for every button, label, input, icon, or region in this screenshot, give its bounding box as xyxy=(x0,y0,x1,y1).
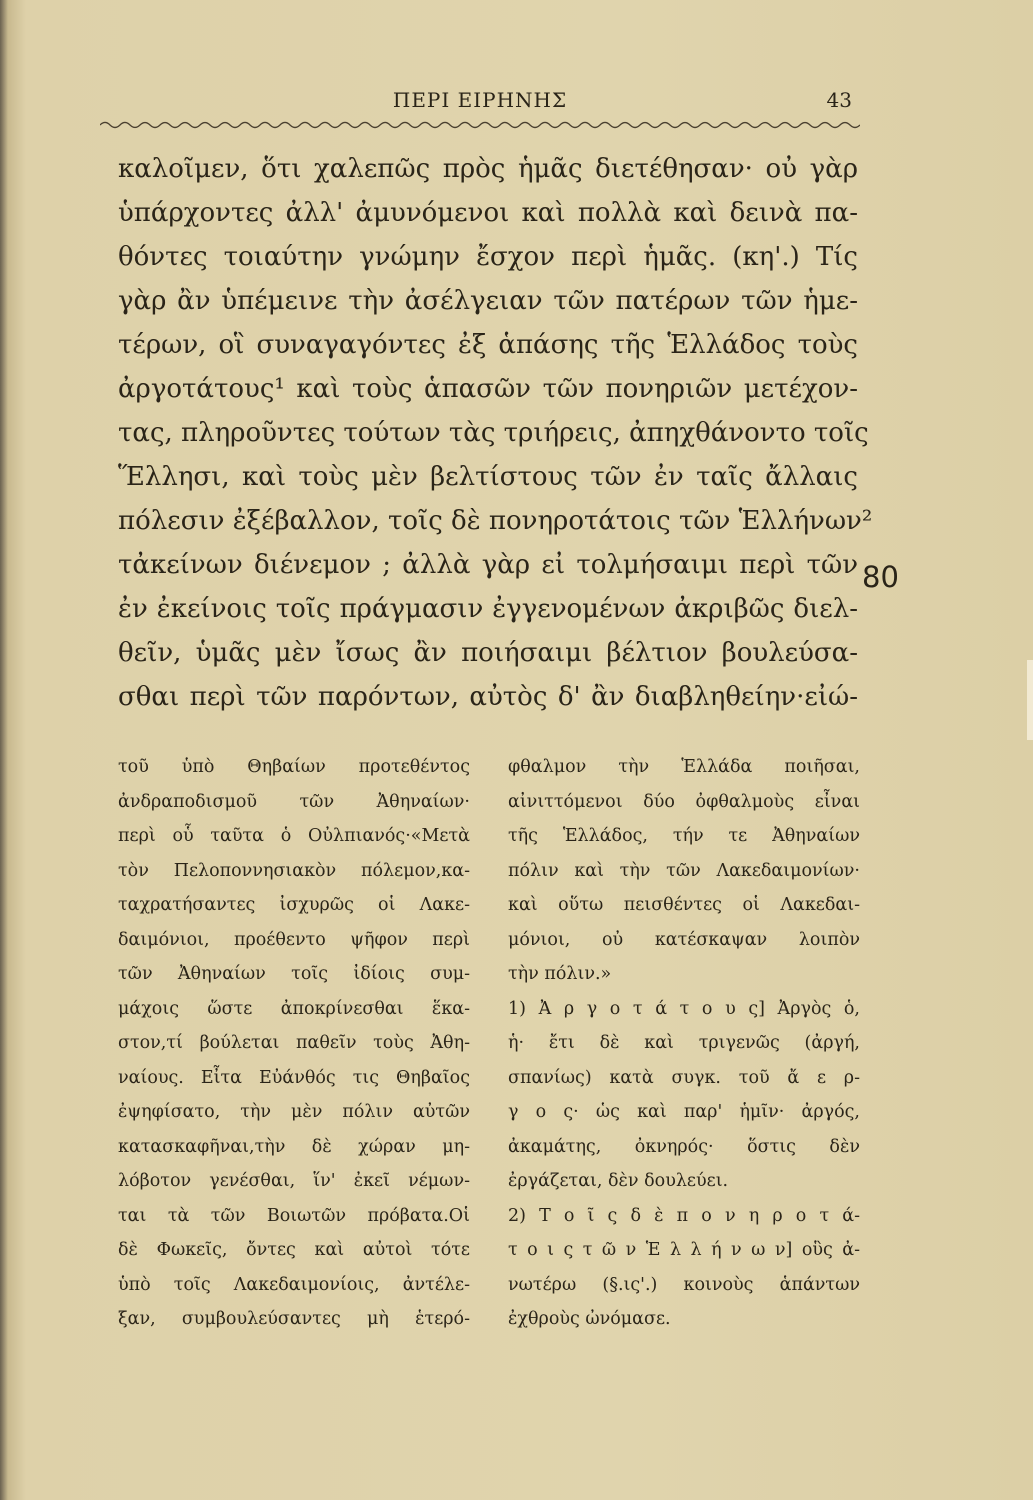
main-line: ὑπάρχοντες ἀλλ' ἀμυνόμενοι καὶ πολλὰ καὶ δεινὰ πα- xyxy=(118,198,858,228)
note-line: ἐψηφίσατο, τὴν μὲν πόλιν αὐτῶν xyxy=(118,1102,470,1122)
note-line: νωτέρω (§.ις'.) κοινοὺς ἁπάντων xyxy=(508,1274,860,1295)
main-line: τέρων, οἳ συναγαγόντες ἐξ ἁπάσης τῆς Ἑλλάδος τοὺς xyxy=(118,330,858,360)
main-line: ἐν ἐκείνοις τοῖς πράγμασιν ἐγγενομένων ἀκριβῶς διελ- xyxy=(118,594,858,624)
footnotes-right-column xyxy=(508,750,860,1337)
note-line: ξαν, συμβουλεύσαντες μὴ ἑτερό- xyxy=(118,1309,470,1329)
note-line: πόλιν καὶ τὴν τῶν Λακεδαιμονίων· xyxy=(508,860,860,881)
note-line: ἡ· ἔτι δὲ καὶ τριγενῶς (ἀργή, xyxy=(508,1033,860,1053)
note-line: ἐχθροὺς ὠνόμασε. xyxy=(508,1309,671,1329)
note-line: τῆς Ἑλλάδος, τήν τε Ἀθηναίων xyxy=(508,826,860,846)
note-line: ναίους. Εἶτα Εὐάνθός τις Θηβαῖος xyxy=(118,1067,470,1088)
footnotes-left-column xyxy=(118,750,470,1337)
note-line: κατασκαφῆναι,τὴν δὲ χώραν μη- xyxy=(118,1136,470,1157)
main-line: ἀργοτάτους¹ καὶ τοὺς ἁπασῶν τῶν πονηριῶν μετέχον- xyxy=(118,374,858,404)
note-line: τὸν Πελοποννησιακὸν πόλεμον,κα- xyxy=(118,860,470,881)
header-title: ΠΕΡΙ ΕΙΡΗΝΗΣ xyxy=(392,88,568,112)
note-line: 2) Τ ο ῖ ς δ ὲ π ο ν η ρ ο τ ά- xyxy=(508,1205,860,1226)
main-line: γὰρ ἂν ὑπέμεινε τὴν ἀσέλγειαν τῶν πατέρων τῶν ἡμε- xyxy=(118,286,858,316)
note-line: φθαλμον τὴν Ἑλλάδα ποιῆσαι, xyxy=(508,757,860,777)
note-line: γ ο ς· ὡς καὶ παρ' ἡμῖν· ἀργός, xyxy=(508,1102,860,1122)
note-line: δαιμόνιοι, προέθεντο ψῆφον περὶ xyxy=(118,929,470,950)
note-line: στον,τί βούλεται παθεῖν τοὺς Ἀθη- xyxy=(118,1033,470,1053)
running-header xyxy=(100,86,860,116)
note-line: ται τὰ τῶν Βοιωτῶν πρόβατα.Οἱ xyxy=(118,1205,470,1226)
page-edge-tear xyxy=(1027,660,1033,740)
note-line: περὶ οὗ ταῦτα ὁ Οὐλπιανός·«Μετὰ xyxy=(118,826,470,846)
note-line: ἀνδραποδισμοῦ τῶν Ἀθηναίων· xyxy=(118,791,470,812)
note-line: ἀκαμάτης, ὀκνηρός· ὅστις δὲν xyxy=(508,1136,860,1157)
footnotes xyxy=(118,750,860,1337)
main-line: τἀκείνων διένεμον ; ἀλλὰ γὰρ εἰ τολμήσαιμι περὶ τῶν xyxy=(118,550,858,580)
note-line: 1) Ἀ ρ γ ο τ ά τ ο υ ς] Ἀργὸς ὁ, xyxy=(508,998,860,1019)
margin-line-number: 80 xyxy=(862,560,899,594)
main-line: σθαι περὶ τῶν παρόντων, αὐτὸς δ' ἂν διαβληθείην·εἰώ- xyxy=(118,682,858,712)
note-line: τ ο ι ς τ ῶ ν Ἑ λ λ ή ν ω ν] οὓς ἀ- xyxy=(508,1240,860,1260)
note-line: μάχοις ὥστε ἀποκρίνεσθαι ἕκα- xyxy=(118,998,470,1019)
note-line: ὑπὸ τοῖς Λακεδαιμονίοις, ἀντέλε- xyxy=(118,1274,470,1295)
note-line: ἐργάζεται, δὲν δουλεύει. xyxy=(508,1171,729,1191)
wavy-rule xyxy=(100,118,860,132)
note-line: δὲ Φωκεῖς, ὄντες καὶ αὐτοὶ τότε xyxy=(118,1240,470,1260)
main-text xyxy=(118,147,873,719)
note-line: λόβοτον γενέσθαι, ἵν' ἐκεῖ νέμων- xyxy=(118,1171,470,1191)
main-line: θεῖν, ὑμᾶς μὲν ἴσως ἂν ποιήσαιμι βέλτιον βουλεύσα- xyxy=(118,638,858,668)
note-line: τοῦ ὑπὸ Θηβαίων προτεθέντος xyxy=(118,757,470,777)
note-line: ταχρατήσαντες ἰσχυρῶς οἱ Λακε- xyxy=(118,895,470,915)
page-number: 43 xyxy=(826,88,852,112)
main-line: καλοῖμεν, ὅτι χαλεπῶς πρὸς ἡμᾶς διετέθησαν· οὐ γὰρ xyxy=(118,154,858,184)
note-line: αἰνιττόμενοι δύο ὀφθαλμοὺς εἶναι xyxy=(508,791,860,812)
main-line: πόλεσιν ἐξέβαλλον, τοῖς δὲ πονηροτάτοις τῶν Ἑλλήνων² xyxy=(118,506,873,536)
note-line: τῶν Ἀθηναίων τοῖς ἰδίοις συμ- xyxy=(118,964,470,984)
main-line: Ἕλλησι, καὶ τοὺς μὲν βελτίστους τῶν ἐν ταῖς ἄλλαις xyxy=(118,462,858,492)
main-line: τας, πληροῦντες τούτων τὰς τριήρεις, ἀπηχθάνοντο τοῖς xyxy=(118,418,869,448)
note-line: μόνιοι, οὐ κατέσκαψαν λοιπὸν xyxy=(508,929,860,950)
note-line: σπανίως) κατὰ συγκ. τοῦ ἄ ε ρ- xyxy=(508,1067,860,1088)
main-line: θόντες τοιαύτην γνώμην ἔσχον περὶ ἡμᾶς. (κη'.) Τίς xyxy=(118,242,858,272)
note-line: καὶ οὕτω πεισθέντες οἱ Λακεδαι- xyxy=(508,895,860,915)
note-line: τὴν πόλιν.» xyxy=(508,964,612,984)
